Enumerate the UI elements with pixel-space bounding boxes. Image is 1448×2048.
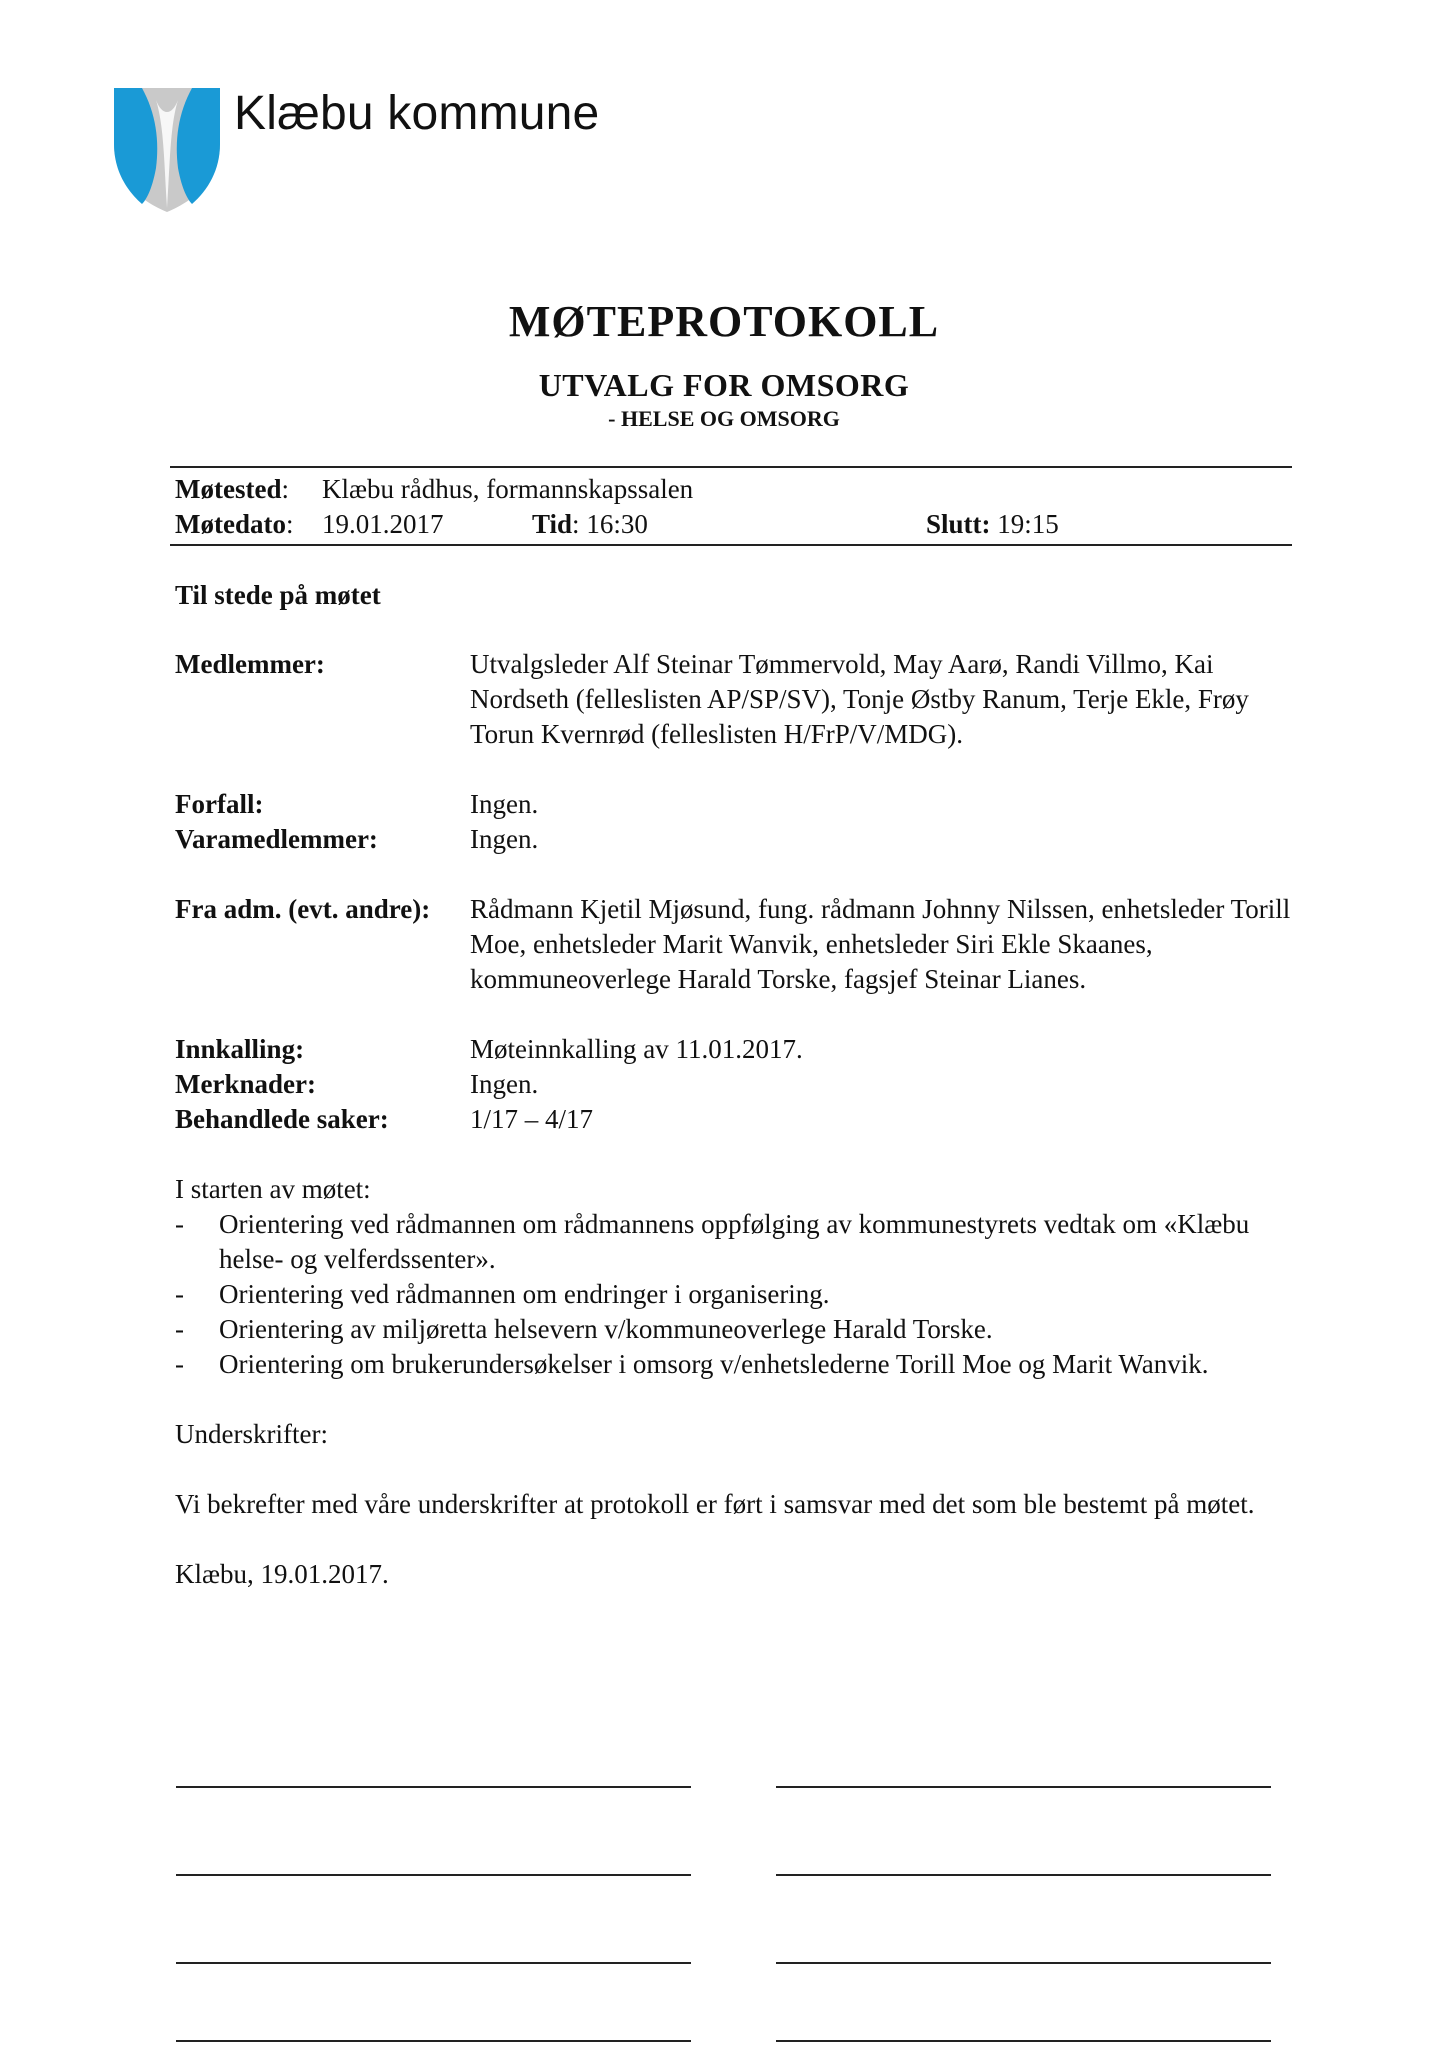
list-item: - Orientering ved rådmannen om endringer i organisering. (175, 1279, 830, 1309)
admin-label: Fra adm. (evt. andre): (175, 894, 431, 924)
list-item: - Orientering ved rådmannen om rådmannens oppfølging av kommunestyrets vedtak om «Klæbu helse- og velferdssenter». (175, 1209, 1250, 1274)
signature-line (776, 1786, 1271, 1788)
signatures-statement: Vi bekrefter med våre underskrifter at protokoll er ført i samsvar med det som ble bestemt på møtet. (175, 1489, 1255, 1519)
signatures-place-date: Klæbu, 19.01.2017. (175, 1559, 389, 1589)
members-label: Medlemmer: (175, 649, 325, 679)
meeting-date-row: Møtedato: 19.01.2017 Tid: 16:30 Slutt: 19:15 (170, 507, 1292, 542)
place-label: Møtested (175, 474, 282, 504)
signature-line (176, 2040, 691, 2042)
admin-value: Rådmann Kjetil Mjøsund, fung. rådmann Johnny Nilssen, enhetsleder Torill Moe, enhetsleder Marit Wanvik, enhetsleder Siri Ekle Skaanes, kommuneoverlege Harald Torske, fagsjef Steinar Lianes. (470, 894, 1291, 994)
members-value: Utvalgsleder Alf Steinar Tømmervold, May Aarø, Randi Villmo, Kai Nordseth (felleslisten AP/SP/SV), Tonje Østby Ranum, Terje Ekle, Frøy Torun Kvernrød (felleslisten H/FrP/V/MDG). (470, 649, 1249, 749)
shield-logo-icon (112, 86, 222, 214)
end-value: 19:15 (997, 509, 1059, 539)
invitation-value: Møteinnkalling av 11.01.2017. (470, 1034, 803, 1064)
place-value: Klæbu rådhus, formannskapssalen (322, 474, 694, 504)
invitation-row (175, 1032, 1295, 1067)
signature-line (176, 1962, 691, 1964)
absent-label: Forfall: (175, 789, 264, 819)
committee-title: UTVALG FOR OMSORG (538, 367, 910, 403)
remarks-label: Merknader: (175, 1069, 316, 1099)
substitutes-value: Ingen. (470, 824, 539, 854)
start-heading: I starten av møtet: (175, 1174, 371, 1204)
time-value: 16:30 (586, 509, 648, 539)
attendance-heading: Til stede på møtet (175, 580, 381, 610)
date-label: Møtedato (175, 509, 286, 539)
title-block (0, 296, 1448, 432)
invitation-label: Innkalling: (175, 1034, 305, 1064)
cases-value: 1/17 – 4/17 (470, 1104, 594, 1134)
absent-row (175, 787, 1295, 822)
cases-row (175, 1102, 1295, 1137)
list-item: - Orientering av miljøretta helsevern v/kommuneoverlege Harald Torske. (175, 1314, 993, 1344)
org-name: Klæbu kommune (234, 87, 600, 140)
signature-line (776, 1874, 1271, 1876)
time-label: Tid (532, 509, 573, 539)
members-row (175, 647, 1295, 752)
meeting-info (170, 466, 1292, 546)
top-rule (170, 466, 1292, 468)
remarks-row (175, 1067, 1295, 1102)
signatures-heading: Underskrifter: (175, 1419, 328, 1449)
start-items (175, 1207, 1295, 1382)
signature-line (776, 1962, 1271, 1964)
remarks-value: Ingen. (470, 1069, 539, 1099)
admin-row (175, 892, 1295, 997)
document-title: MØTEPROTOKOLL (508, 297, 940, 346)
bottom-rule (170, 544, 1292, 546)
committee-subtitle: - HELSE OG OMSORG (608, 406, 840, 431)
substitutes-label: Varamedlemmer: (175, 824, 378, 854)
cases-label: Behandlede saker: (175, 1104, 389, 1134)
date-value: 19.01.2017 (322, 509, 444, 539)
meeting-place-row: Møtested: Klæbu rådhus, formannskapssalen (170, 472, 1292, 507)
signature-line (176, 1874, 691, 1876)
end-label: Slutt: (926, 509, 991, 539)
absent-value: Ingen. (470, 789, 539, 819)
substitutes-row (175, 822, 1295, 857)
signature-line (776, 2040, 1271, 2042)
list-item: - Orientering om brukerundersøkelser i omsorg v/enhetslederne Torill Moe og Marit Wanvik. (175, 1349, 1209, 1379)
protocol-content (175, 578, 1295, 1592)
signature-line (176, 1786, 691, 1788)
